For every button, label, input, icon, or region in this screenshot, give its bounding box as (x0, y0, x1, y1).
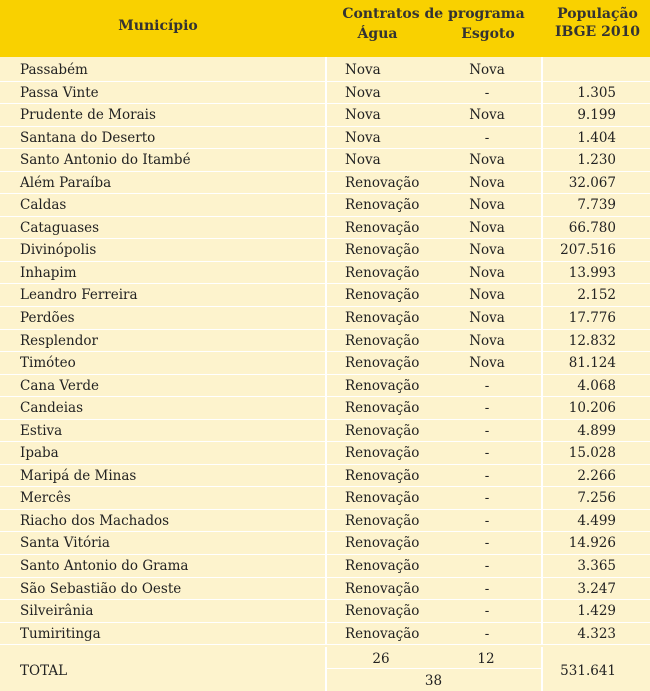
cell-populacao: 9.199 (577, 107, 616, 124)
cell-esgoto: - (484, 445, 490, 462)
cell-populacao: 17.776 (568, 310, 616, 327)
cell-agua: Nova (345, 129, 381, 146)
cell-populacao: 14.926 (568, 535, 616, 552)
header-ibge: IBGE 2010 (554, 24, 641, 40)
cell-municipio: Estiva (20, 422, 63, 439)
cell-populacao: 13.993 (568, 264, 616, 281)
cell-populacao: 4.323 (577, 625, 616, 642)
cell-agua: Renovação (345, 377, 420, 394)
cell-agua: Nova (345, 152, 381, 169)
cell-agua: Renovação (345, 242, 420, 259)
cell-municipio: Resplendor (20, 332, 98, 349)
table-header (0, 0, 650, 57)
table-row (0, 172, 650, 195)
table-row (0, 307, 650, 330)
cell-esgoto: - (484, 558, 490, 575)
cell-populacao: 32.067 (568, 174, 616, 191)
cell-populacao: 4.899 (577, 422, 616, 439)
cell-municipio: São Sebastião do Oeste (20, 580, 182, 597)
table-row (0, 532, 650, 555)
total-agua: 26 (372, 651, 390, 667)
cell-esgoto: - (484, 84, 490, 101)
table-body (0, 59, 650, 645)
cell-municipio: Caldas (20, 197, 67, 214)
table-row (0, 82, 650, 105)
cell-populacao: 1.305 (577, 84, 616, 101)
total-divider (326, 668, 541, 669)
table-row (0, 623, 650, 646)
cell-esgoto: - (484, 580, 490, 597)
cell-esgoto: Nova (469, 174, 505, 191)
cell-esgoto: Nova (469, 197, 505, 214)
table-row (0, 397, 650, 420)
cell-populacao: 12.832 (568, 332, 616, 349)
cell-municipio: Passabém (20, 62, 88, 78)
cell-agua: Renovação (345, 174, 420, 191)
cell-municipio: Prudente de Morais (20, 107, 156, 124)
cell-municipio: Timóteo (20, 355, 76, 372)
cell-municipio: Passa Vinte (20, 84, 99, 101)
cell-populacao: 2.152 (577, 287, 616, 304)
cell-municipio: Silveirânia (20, 603, 94, 620)
table-row (0, 217, 650, 240)
cell-agua: Renovação (345, 625, 420, 642)
cell-esgoto: Nova (469, 332, 505, 349)
cell-agua: Renovação (345, 512, 420, 529)
cell-municipio: Ipaba (20, 445, 59, 462)
cell-agua: Renovação (345, 490, 420, 507)
table-row (0, 330, 650, 353)
cell-municipio: Além Paraíba (20, 174, 112, 191)
cell-agua: Renovação (345, 219, 420, 236)
column-divider (541, 647, 543, 691)
header-municipio: Município (118, 18, 198, 34)
cell-municipio: Inhapim (20, 264, 77, 281)
header-populacao: População (557, 6, 638, 22)
table-row (0, 420, 650, 443)
cell-agua: Renovação (345, 332, 420, 349)
cell-municipio: Leandro Ferreira (20, 287, 138, 304)
cell-esgoto: - (484, 625, 490, 642)
cell-municipio: Perdões (20, 310, 75, 327)
table-row (0, 194, 650, 217)
cell-populacao: 207.516 (560, 242, 616, 259)
cell-esgoto: Nova (469, 310, 505, 327)
cell-municipio: Santana do Deserto (20, 129, 156, 146)
cell-populacao: 81.124 (568, 355, 616, 372)
cell-municipio: Tumiritinga (20, 625, 101, 642)
table-row (0, 104, 650, 127)
table-row (0, 555, 650, 578)
cell-municipio: Riacho dos Machados (20, 512, 170, 529)
cell-agua: Renovação (345, 535, 420, 552)
cell-esgoto: Nova (469, 219, 505, 236)
cell-municipio: Mercês (20, 490, 71, 507)
cell-agua: Renovação (345, 580, 420, 597)
cell-esgoto: Nova (469, 152, 505, 169)
cell-agua: Renovação (345, 197, 420, 214)
cell-populacao: 4.068 (577, 377, 616, 394)
total-row (0, 647, 650, 691)
cell-populacao: 7.739 (577, 197, 616, 214)
cell-esgoto: Nova (469, 242, 505, 259)
cell-agua: Renovação (345, 467, 420, 484)
cell-esgoto: - (484, 535, 490, 552)
table-row (0, 149, 650, 172)
table-row (0, 487, 650, 510)
cell-populacao: 1.429 (577, 603, 616, 620)
cell-esgoto: Nova (469, 355, 505, 372)
table-row (0, 352, 650, 375)
table-row (0, 578, 650, 601)
cell-agua: Renovação (345, 558, 420, 575)
cell-populacao: 1.404 (577, 129, 616, 146)
cell-populacao: 3.365 (577, 558, 616, 575)
table-row (0, 127, 650, 150)
cell-agua: Nova (345, 62, 381, 78)
cell-agua: Renovação (345, 287, 420, 304)
cell-populacao: 1.230 (577, 152, 616, 169)
total-label: TOTAL (20, 663, 68, 679)
table-row (0, 375, 650, 398)
total-esgoto: 12 (477, 651, 495, 667)
cell-populacao: 4.499 (577, 512, 616, 529)
cell-agua: Renovação (345, 310, 420, 327)
cell-agua: Renovação (345, 355, 420, 372)
cell-esgoto: - (484, 422, 490, 439)
table-row (0, 59, 650, 82)
cell-municipio: Maripá de Minas (20, 467, 137, 484)
cell-agua: Nova (345, 84, 381, 101)
cell-municipio: Santo Antonio do Itambé (20, 152, 191, 169)
cell-esgoto: Nova (469, 107, 505, 124)
cell-esgoto: - (484, 129, 490, 146)
cell-populacao: 2.266 (577, 467, 616, 484)
cell-populacao: 3.247 (577, 580, 616, 597)
header-contratos: Contratos de programa (342, 6, 525, 22)
cell-agua: Renovação (345, 264, 420, 281)
cell-municipio: Cataguases (20, 219, 100, 236)
cell-municipio: Cana Verde (20, 377, 99, 394)
cell-esgoto: - (484, 603, 490, 620)
table-row (0, 600, 650, 623)
cell-populacao: 66.780 (568, 219, 616, 236)
cell-populacao: 15.028 (568, 445, 616, 462)
cell-agua: Renovação (345, 422, 420, 439)
cell-agua: Renovação (345, 400, 420, 417)
cell-esgoto: - (484, 467, 490, 484)
header-agua: Água (357, 26, 398, 42)
cell-agua: Renovação (345, 445, 420, 462)
cell-municipio: Santo Antonio do Grama (20, 558, 189, 575)
cell-municipio: Candeias (20, 400, 83, 417)
cell-esgoto: Nova (469, 62, 505, 78)
total-contratos: 38 (424, 673, 443, 689)
table-row (0, 284, 650, 307)
table-row (0, 239, 650, 262)
table-row (0, 442, 650, 465)
table-row (0, 465, 650, 488)
cell-municipio: Divinópolis (20, 242, 97, 259)
cell-esgoto: Nova (469, 264, 505, 281)
cell-esgoto: - (484, 377, 490, 394)
table-row (0, 510, 650, 533)
cell-esgoto: - (484, 490, 490, 507)
cell-populacao: 10.206 (568, 400, 616, 417)
cell-agua: Renovação (345, 603, 420, 620)
cell-municipio: Santa Vitória (20, 535, 110, 552)
cell-esgoto: Nova (469, 287, 505, 304)
total-populacao: 531.641 (560, 663, 616, 679)
table-row (0, 262, 650, 285)
cell-populacao: 7.256 (577, 490, 616, 507)
cell-agua: Nova (345, 107, 381, 124)
cell-esgoto: - (484, 400, 490, 417)
cell-esgoto: - (484, 512, 490, 529)
header-esgoto: Esgoto (461, 26, 515, 42)
